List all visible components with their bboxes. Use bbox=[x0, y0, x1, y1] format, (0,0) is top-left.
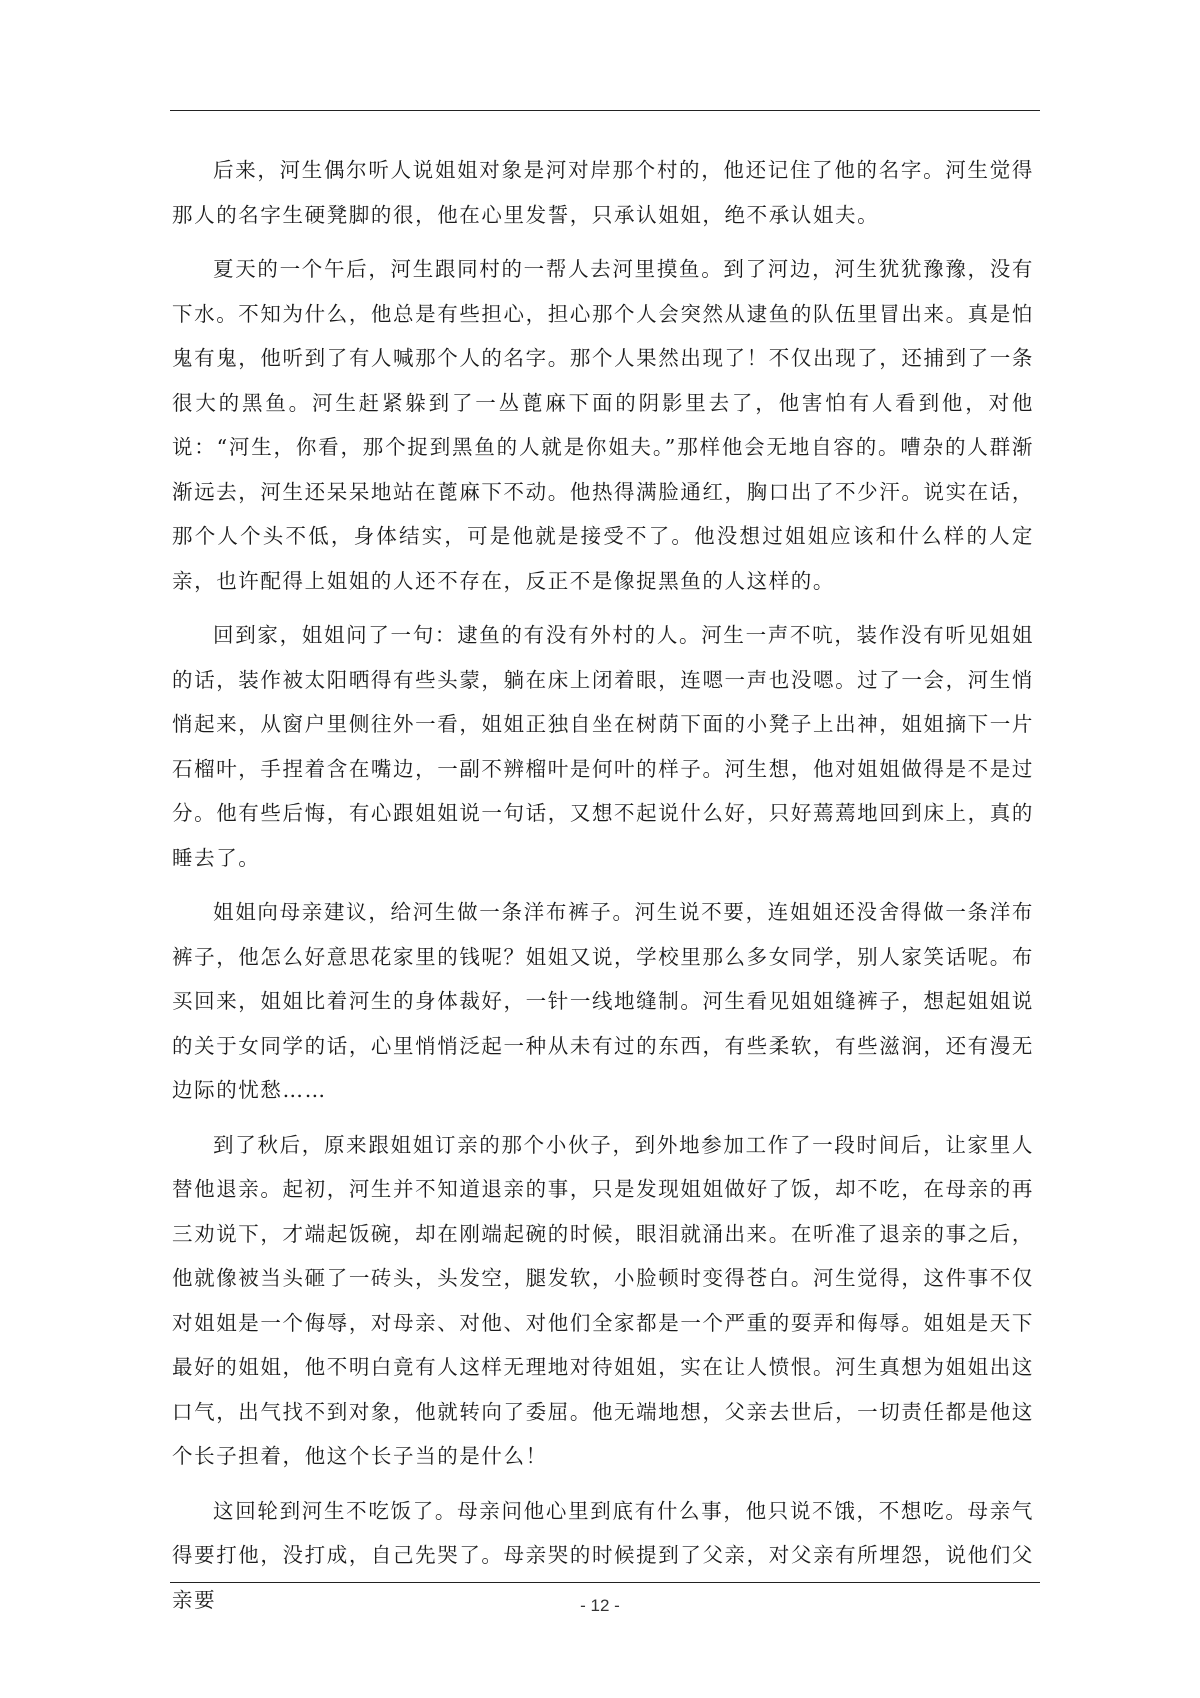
paragraph: 回到家，姐姐问了一句：逮鱼的有没有外村的人。河生一声不吭，装作没有听见姐姐的话，装作被太阳晒得有些头蒙，躺在床上闭着眼，连嗯一声也没嗯。过了一会，河生悄悄起来，从窗户里侧往外一看，姐姐正独自坐在树荫下面的小凳子上出神，姐姐摘下一片石榴叶，手捏着含在嘴边，一副不辨榴叶是何叶的样子。河生想，他对姐姐做得是不是过分。他有些后悔，有心跟姐姐说一句话，又想不起说什么好，只好蔫蔫地回到床上，真的睡去了。 bbox=[172, 623, 1034, 870]
paragraph: 姐姐向母亲建议，给河生做一条洋布裤子。河生说不要，连姐姐还没舍得做一条洋布裤子，他怎么好意思花家里的钱呢？姐姐又说，学校里那么多女同学，别人家笑话呢。布买回来，姐姐比着河生的身体裁好，一针一线地缝制。河生看见姐姐缝裤子，想起姐姐说的关于女同学的话，心里悄悄泛起一种从未有过的东西，有些柔软，有些滋润，还有漫无边际的忧愁…… bbox=[172, 900, 1034, 1102]
header-rule bbox=[170, 110, 1040, 111]
paragraph: 夏天的一个午后，河生跟同村的一帮人去河里摸鱼。到了河边，河生犹犹豫豫，没有下水。不知为什么，他总是有些担心，担心那个人会突然从逮鱼的队伍里冒出来。真是怕鬼有鬼，他听到了有人喊那个人的名字。那个人果然出现了！不仅出现了，还捕到了一条很大的黑鱼。河生赶紧躲到了一丛蓖麻下面的阴影里去了，他害怕有人看到他，对他说：“河生，你看，那个捉到黑鱼的人就是你姐夫。”那样他会无地自容的。嘈杂的人群渐渐远去，河生还呆呆地站在蓖麻下不动。他热得满脸通红，胸口出了不少汗。说实在话，那个人个头不低，身体结实，可是他就是接受不了。他没想过姐姐应该和什么样的人定亲，也许配得上姐姐的人还不存在，反正不是像捉黑鱼的人这样的。 bbox=[172, 257, 1034, 593]
paragraph: 这回轮到河生不吃饭了。母亲问他心里到底有什么事，他只说不饿，不想吃。母亲气得要打他，没打成，自己先哭了。母亲哭的时候提到了父亲，对父亲有所埋怨，说他们父亲要 bbox=[172, 1498, 1034, 1612]
footer-rule bbox=[170, 1582, 1040, 1583]
paragraph: 到了秋后，原来跟姐姐订亲的那个小伙子，到外地参加工作了一段时间后，让家里人替他退亲。起初，河生并不知道退亲的事，只是发现姐姐做好了饭，却不吃，在母亲的再三劝说下，才端起饭碗，却在刚端起碗的时候，眼泪就涌出来。在听准了退亲的事之后，他就像被当头砸了一砖头，头发空，腿发软，小脸顿时变得苍白。河生觉得，这件事不仅对姐姐是一个侮辱，对母亲、对他、对他们全家都是一个严重的耍弄和侮辱。姐姐是天下最好的姐姐，他不明白竟有人这样无理地对待姐姐，实在让人愤恨。河生真想为姐姐出这口气，出气找不到对象，他就转向了委屈。他无端地想，父亲去世后，一切责任都是他这个长子担着，他这个长子当的是什么！ bbox=[172, 1132, 1034, 1468]
paragraph: 后来，河生偶尔听人说姐姐对象是河对岸那个村的，他还记住了他的名字。河生觉得那人的名字生硬凳脚的很，他在心里发誓，只承认姐姐，绝不承认姐夫。 bbox=[172, 158, 1034, 227]
page-number: - 12 - bbox=[580, 1596, 620, 1615]
body-text bbox=[172, 148, 1034, 1632]
